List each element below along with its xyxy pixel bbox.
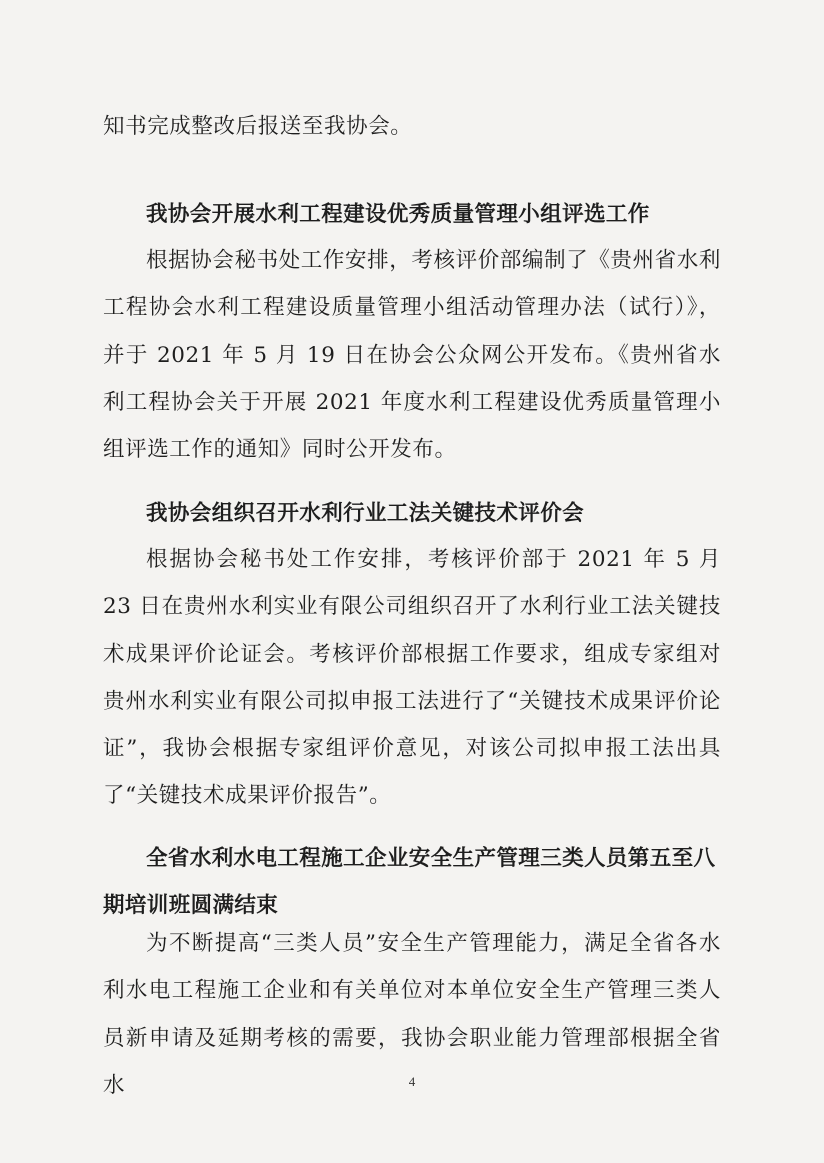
section-1-body: 根据协会秘书处工作安排，考核评价部编制了《贵州省水利工程协会水利工程建设质量管理小组活动管理办法（试行）》，并于 2021 年 5 月 19 日在协会公众网公开发布。《贵州省水利工程协会关于开展 2021 年度水利工程建设优秀质量管理小组评选工作的通知》同时公开发布。	[103, 248, 721, 463]
section-3-heading: 全省水利水电工程施工企业安全生产管理三类人员第五至八期培训班圆满结束	[103, 846, 716, 918]
section-2-body: 根据协会秘书处工作安排，考核评价部于 2021 年 5 月 23 日在贵州水利实业有限公司组织召开了水利行业工法关键技术成果评价论证会。考核评价部根据工作要求，组成专家组对贵州水利实业有限公司拟申报工法进行了“关键技术成果评价论证”，我协会根据专家组评价意见，对该公司拟申报工法出具了“关键技术成果评价报告”。	[103, 547, 721, 809]
intro-paragraph-tail: 知书完成整改后报送至我协会。	[103, 114, 413, 139]
page-number: 4	[408, 1074, 416, 1089]
section-1-heading: 我协会开展水利工程建设优秀质量管理小组评选工作	[146, 202, 650, 227]
section-3-body: 为不断提高“三类人员”安全生产管理能力，满足全省各水利水电工程施工企业和有关单位对本单位安全生产管理三类人员新申请及延期考核的需要，我协会职业能力管理部根据全省水	[103, 931, 721, 1098]
section-2-heading: 我协会组织召开水利行业工法关键技术评价会	[146, 501, 585, 526]
